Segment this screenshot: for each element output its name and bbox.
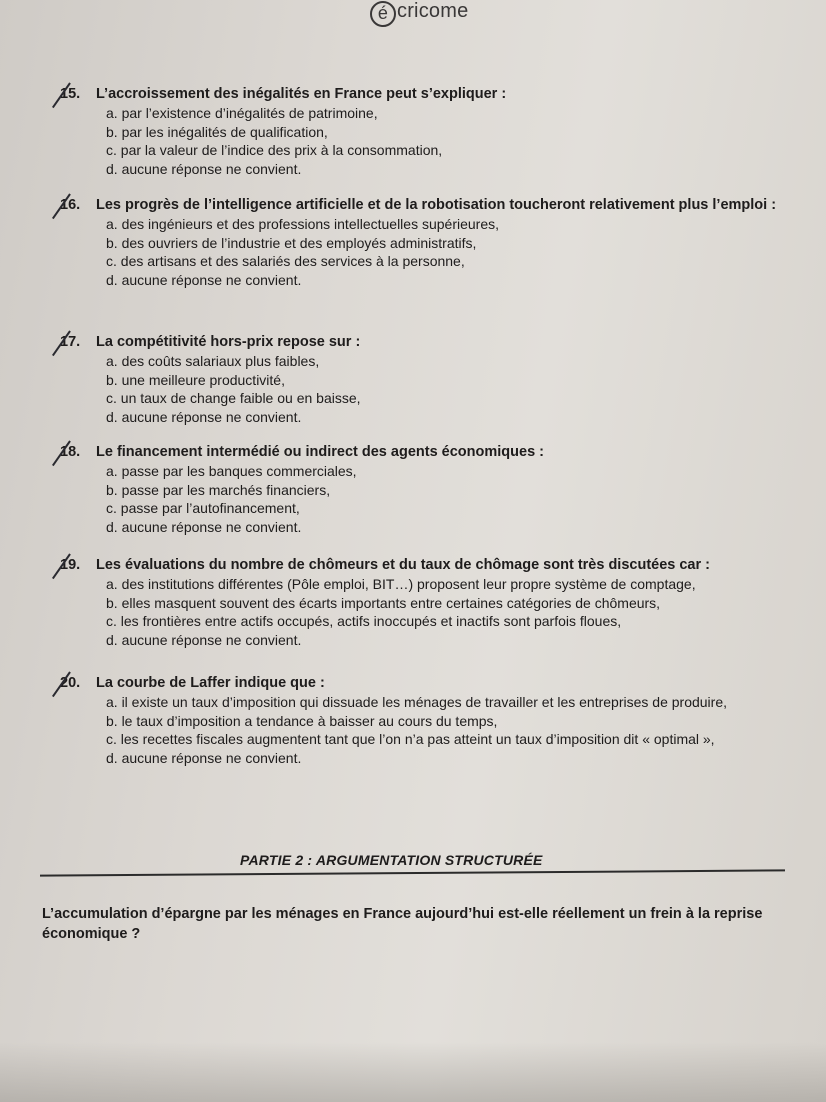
option-a: a. des coûts salariaux plus faibles, (106, 353, 320, 369)
dissertation-question: L’accumulation d’épargne par les ménages en France aujourd’hui est-elle réellement un frein à la reprise économique ? (42, 906, 763, 942)
question-number: 19. (60, 557, 81, 573)
option-a: a. par l’existence d’inégalités de patrimoine, (106, 105, 378, 121)
option-d: d. aucune réponse ne convient. (106, 749, 302, 766)
question-17 (60, 333, 800, 426)
part-2-title: PARTIE 2 : ARGUMENTATION STRUCTURÉE (240, 852, 543, 868)
question-16 (60, 196, 800, 289)
question-15 (60, 85, 800, 178)
options-list (106, 575, 800, 649)
option-d: d. aucune réponse ne convient. (106, 631, 302, 648)
question-text: L’accroissement des inégalités en France peut s’expliquer : (96, 86, 507, 102)
option-d: d. aucune réponse ne convient. (106, 160, 302, 177)
page-shadow (0, 1042, 826, 1102)
option-c: c. des artisans et des salariés des services à la personne, (106, 253, 465, 269)
question-20 (60, 674, 800, 767)
options-list (106, 104, 800, 178)
question-text: La courbe de Laffer indique que : (96, 675, 325, 691)
question-19 (60, 556, 800, 649)
option-c: c. un taux de change faible ou en baisse, (106, 390, 361, 406)
option-c: c. par la valeur de l’indice des prix à la consommation, (106, 142, 443, 158)
question-18 (60, 443, 800, 536)
option-c: c. passe par l’autofinancement, (106, 500, 300, 516)
option-b: b. par les inégalités de qualification, (106, 123, 328, 140)
section-divider (40, 869, 785, 876)
option-a: a. des ingénieurs et des professions intellectuelles supérieures, (106, 216, 500, 232)
logo-text: cricome (397, 0, 469, 22)
options-list (106, 462, 800, 536)
question-number: 18. (60, 444, 81, 460)
question-text: Les évaluations du nombre de chômeurs et du taux de chômage sont très discutées car : (96, 557, 710, 573)
question-number: 17. (60, 334, 81, 350)
question-text: Le financement intermédié ou indirect des agents économiques : (96, 444, 544, 460)
question-text: La compétitivité hors-prix repose sur : (96, 334, 361, 350)
logo-mark: é (370, 1, 396, 27)
option-b: b. une meilleure productivité, (106, 371, 285, 388)
question-number: 20. (60, 675, 81, 691)
option-c: c. les recettes fiscales augmentent tant que l’on n’a pas atteint un taux d’imposition dit « optimal », (106, 731, 715, 747)
option-b: b. elles masquent souvent des écarts importants entre certaines catégories de chômeurs, (106, 594, 661, 611)
options-list (106, 215, 800, 289)
option-a: a. il existe un taux d’imposition qui dissuade les ménages de travailler et les entreprises de produire, (106, 694, 728, 710)
ecricome-logo (370, 0, 468, 27)
options-list (106, 352, 800, 426)
option-d: d. aucune réponse ne convient. (106, 408, 302, 425)
option-d: d. aucune réponse ne convient. (106, 518, 302, 535)
question-number: 16. (60, 197, 81, 213)
option-c: c. les frontières entre actifs occupés, actifs inoccupés et inactifs sont parfois floues, (106, 613, 622, 629)
question-number: 15. (60, 86, 81, 102)
option-a: a. des institutions différentes (Pôle emploi, BIT…) proposent leur propre système de comptage, (106, 576, 696, 592)
option-b: b. le taux d’imposition a tendance à baisser au cours du temps, (106, 712, 498, 729)
question-text: Les progrès de l’intelligence artificielle et de la robotisation toucheront relativement plus l’emploi : (96, 197, 777, 213)
options-list (106, 693, 800, 767)
option-d: d. aucune réponse ne convient. (106, 271, 302, 288)
option-b: b. des ouvriers de l’industrie et des employés administratifs, (106, 234, 477, 251)
option-a: a. passe par les banques commerciales, (106, 463, 357, 479)
option-b: b. passe par les marchés financiers, (106, 481, 331, 498)
